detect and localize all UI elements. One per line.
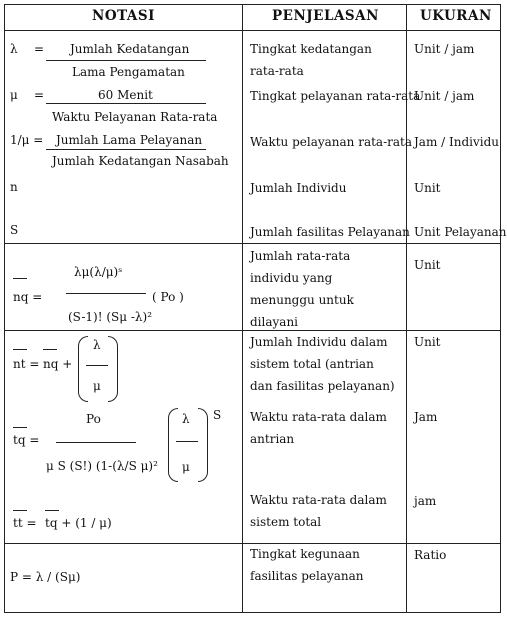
nt-lambda: λ (93, 338, 101, 352)
border-left (4, 4, 5, 613)
desc-s: Jumlah fasilitas Pelayanan (250, 225, 410, 239)
desc-n: Jumlah Individu (250, 181, 347, 195)
mu-fraction-bar (46, 103, 206, 104)
unit-tq: Jam (414, 410, 438, 424)
desc-utilization: Tingkat kegunaan fasilitas pelayanan (250, 547, 364, 583)
unit-lambda: Unit / jam (414, 42, 475, 56)
nq-po: ( Po ) (152, 290, 184, 304)
nt-mu: μ (93, 379, 101, 393)
row-divider-1 (4, 243, 501, 244)
border-bottom (4, 612, 501, 613)
tt-lhs: tt = (13, 516, 37, 530)
desc-invmu: Waktu pelayanan rata-rata (250, 135, 413, 149)
invmu-numerator: Jumlah Lama Pelayanan (56, 133, 203, 147)
unit-invmu: Jam / Individu (414, 135, 500, 149)
tq-numerator: Po (86, 412, 101, 426)
tq-overbar (13, 427, 27, 428)
nt-lhs: nt = (13, 357, 40, 371)
tq-mu: μ (182, 460, 190, 474)
utilization-formula: P = λ / (Sμ) (10, 570, 81, 584)
nq-numerator: λμ(λ/μ)ˢ (74, 265, 123, 279)
tt-overbar (13, 510, 27, 511)
header-penjelasan: PENJELASAN (272, 8, 379, 24)
invmu-symbol: 1/μ = (10, 133, 44, 147)
header-notasi: NOTASI (92, 8, 155, 24)
desc-mu: Tingkat pelayanan rata-rata (250, 89, 421, 103)
nq-overbar (13, 278, 27, 279)
nt-rhs: nq + (43, 357, 73, 371)
unit-nt: Unit (414, 335, 441, 349)
tq-power: S (213, 408, 222, 422)
nq-denominator: (S-1)! (Sμ -λ)² (68, 310, 153, 324)
unit-nq: Unit (414, 258, 441, 272)
desc-tt: Waktu rata-rata dalam sistem total (250, 493, 387, 529)
mu-symbol: μ (10, 88, 18, 102)
header-ukuran: UKURAN (420, 8, 492, 24)
tq-fraction-bar (56, 442, 136, 443)
header-divider (4, 30, 501, 31)
lambda-denominator: Lama Pengamatan (72, 65, 185, 79)
lambda-fraction-bar (46, 60, 206, 61)
nt-paren-left (78, 336, 88, 402)
col-divider-1 (242, 4, 243, 613)
tt-rhs: tq + (1 / μ) (45, 516, 112, 530)
invmu-denominator: Jumlah Kedatangan Nasabah (52, 154, 229, 168)
unit-s: Unit Pelayanan (414, 225, 507, 239)
tt-tq-overbar (45, 510, 59, 511)
unit-utilization: Ratio (414, 548, 447, 562)
unit-tt: jam (414, 494, 437, 508)
tq-lhs: tq = (13, 433, 40, 447)
nt-fraction-bar (86, 365, 108, 366)
invmu-fraction-bar (46, 149, 206, 150)
lambda-symbol: λ (10, 42, 18, 56)
border-right (500, 4, 501, 613)
mu-denominator: Waktu Pelayanan Rata-rata (52, 110, 218, 124)
desc-nt: Jumlah Individu dalam sistem total (antrian dan fasilitas pelayanan) (250, 335, 395, 393)
s-symbol: S (10, 223, 19, 237)
border-top (4, 4, 501, 5)
nq-lhs: nq = (13, 290, 43, 304)
tq-inner-fraction-bar (176, 441, 198, 442)
mu-numerator: 60 Menit (98, 88, 153, 102)
n-symbol: n (10, 180, 18, 194)
desc-tq: Waktu rata-rata dalam antrian (250, 410, 387, 446)
lambda-numerator: Jumlah Kedatangan (70, 42, 190, 56)
tq-lambda: λ (182, 412, 190, 426)
tq-denominator: μ S (S!) (1-(λ/S μ)² (46, 459, 158, 473)
tq-paren-left (168, 408, 178, 482)
mu-equals: = (34, 88, 45, 102)
nq-fraction-bar (66, 293, 146, 294)
nt-overbar (13, 349, 27, 350)
tq-paren-right (198, 408, 208, 482)
desc-nq: Jumlah rata-rata individu yang menunggu untuk dilayani (250, 249, 354, 329)
unit-n: Unit (414, 181, 441, 195)
unit-mu: Unit / jam (414, 89, 475, 103)
nt-nq-overbar (43, 349, 57, 350)
desc-lambda: Tingkat kedatangan rata-rata (250, 42, 372, 78)
nt-paren-right (108, 336, 118, 402)
lambda-equals: = (34, 42, 45, 56)
